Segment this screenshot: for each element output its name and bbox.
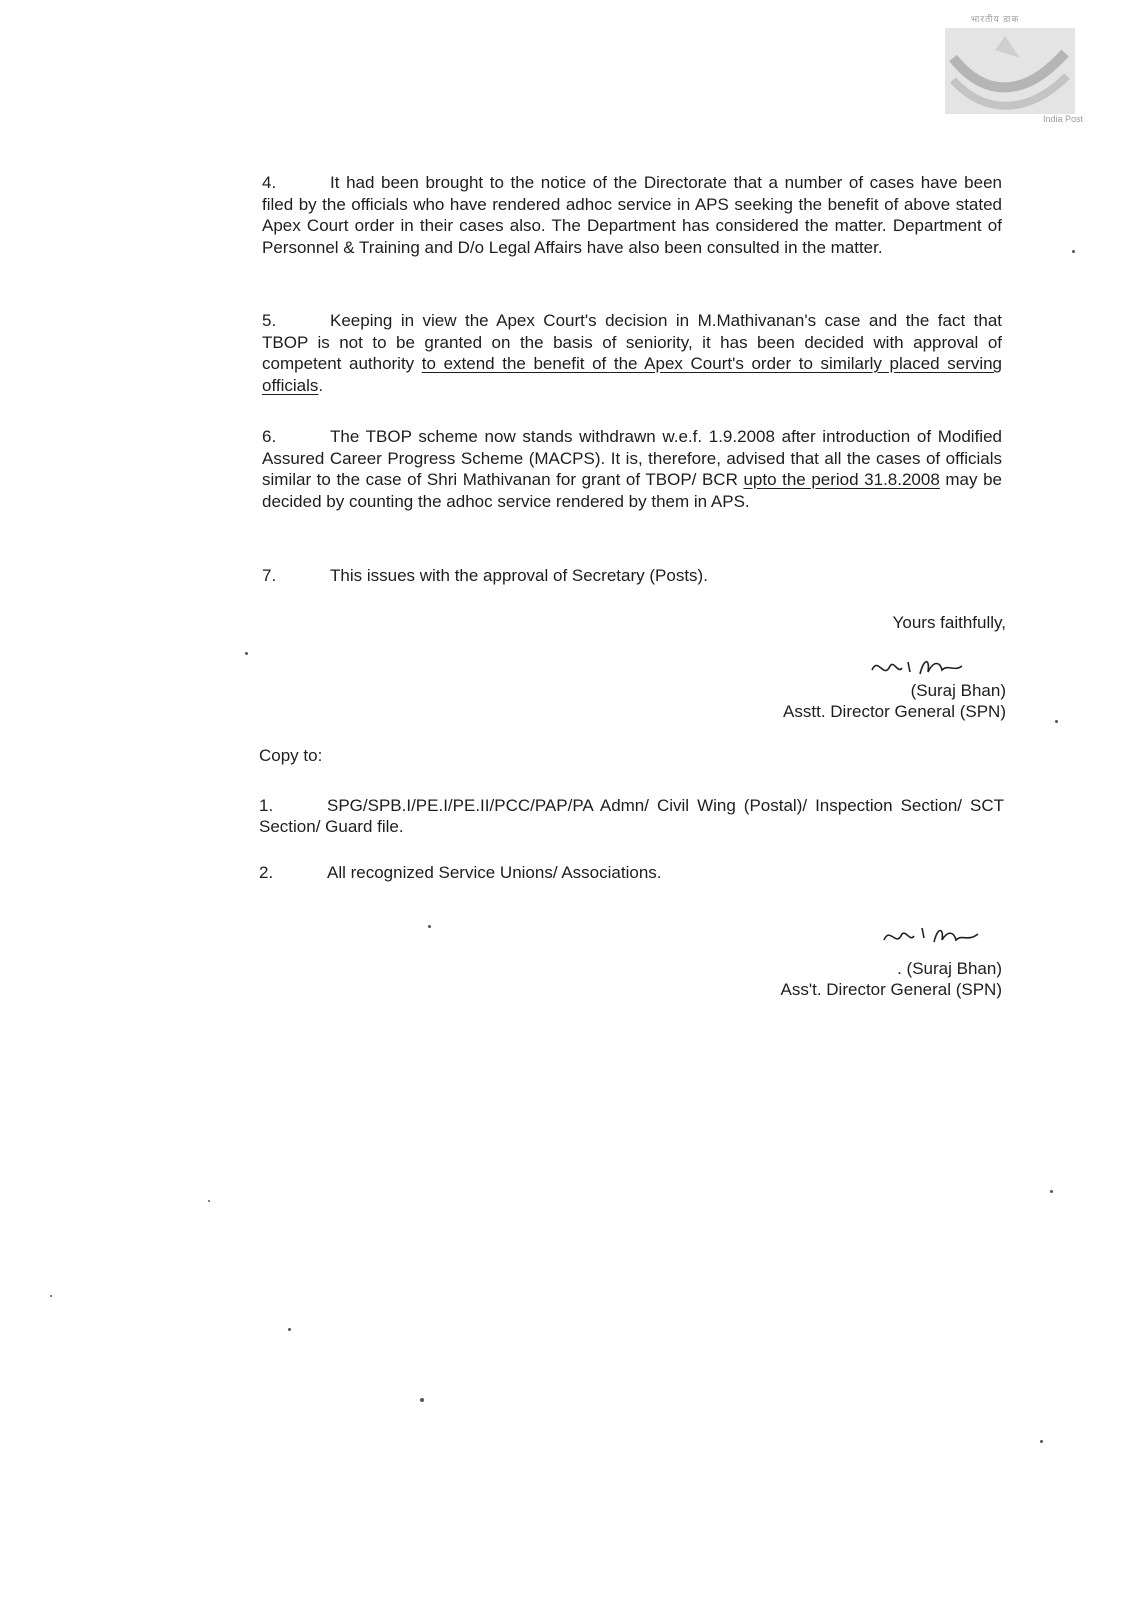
signature-2: [878, 920, 988, 950]
copy-item-text: SPG/SPB.I/PE.I/PE.II/PCC/PAP/PA Admn/ Civil Wing (Postal)/ Inspection Section/ SCT Section/ Guard file.: [259, 796, 1004, 836]
signature-1: [868, 652, 978, 682]
paragraph-number: 5.: [262, 311, 277, 330]
copy-item-number: 1.: [259, 796, 274, 815]
paragraph-text: Keeping in view the Apex Court's decision in M.Mathivanan's case and the fact that TBOP is not to be granted on the basis of seniority, it has been decided with approval of competent authority: [262, 311, 1002, 373]
scan-speck: [50, 1295, 52, 1297]
paragraph-text: The TBOP scheme now stands withdrawn w.e.f. 1.9.2008 after introduction of Modified Assured Career Progress Scheme (MACPS). It is, therefore, advised that all the cases of officials similar to the case of Shri Mathivanan for grant of TBOP/ BCR: [262, 427, 1002, 489]
scan-speck: [208, 1200, 210, 1202]
scan-speck: [288, 1328, 291, 1331]
paragraph-text: It had been brought to the notice of the Directorate that a number of cases have been filed by the officials who have rendered adhoc service in APS seeking the benefit of above stated Apex Court order in their cases also. The Department has considered the matter. Department of Personnel & Training and D/o Legal Affairs have also been consulted in the matter.: [262, 173, 1002, 257]
copy-item-number: 2.: [259, 863, 274, 882]
copy-to-label: Copy to:: [259, 746, 323, 765]
copy-to-item-1: [259, 795, 1004, 837]
scan-speck: [428, 925, 431, 928]
signatory-designation: Ass't. Director General (SPN): [780, 980, 1002, 999]
paragraph-number: 7.: [262, 566, 277, 585]
india-post-logo: [945, 12, 1095, 124]
signatory-name: . (Suraj Bhan): [897, 959, 1002, 978]
scan-speck: [245, 652, 248, 655]
closing-line: Yours faithfully,: [892, 613, 1006, 632]
underlined-text: upto the period 31.8.2008: [743, 470, 940, 489]
scan-speck: [1055, 720, 1058, 723]
india-post-emblem-icon: [945, 28, 1075, 118]
underlined-text: to extend the benefit of the Apex Court's order to similarly placed serving officials: [262, 354, 1003, 395]
paragraph-5: [262, 310, 1002, 396]
scan-speck: [420, 1398, 424, 1402]
logo-hindi-text: भारतीय डाक: [970, 14, 1020, 24]
paragraph-4: [262, 172, 1002, 258]
paragraph-text-end: may be decided by counting the adhoc service rendered by them in APS.: [262, 470, 1002, 511]
signatory-name: (Suraj Bhan): [910, 681, 1006, 700]
logo-english-text: India Post: [1042, 114, 1083, 124]
copy-to-item-2: [259, 862, 1004, 883]
signatory-designation: Asstt. Director General (SPN): [783, 702, 1006, 721]
copy-item-text: All recognized Service Unions/ Associations.: [327, 863, 662, 882]
scan-speck: [1040, 1440, 1043, 1443]
signatory-2: [781, 958, 1002, 1000]
paragraph-number: 6.: [262, 427, 277, 446]
scan-speck: [1050, 1190, 1053, 1193]
scan-speck: [1072, 250, 1075, 253]
paragraph-7: [262, 565, 1002, 587]
paragraph-number: 4.: [262, 173, 277, 192]
paragraph-6: [262, 426, 1002, 512]
paragraph-text: This issues with the approval of Secretary (Posts).: [330, 566, 708, 585]
signatory-1: [783, 680, 1006, 722]
paragraph-text-end: .: [318, 375, 324, 395]
